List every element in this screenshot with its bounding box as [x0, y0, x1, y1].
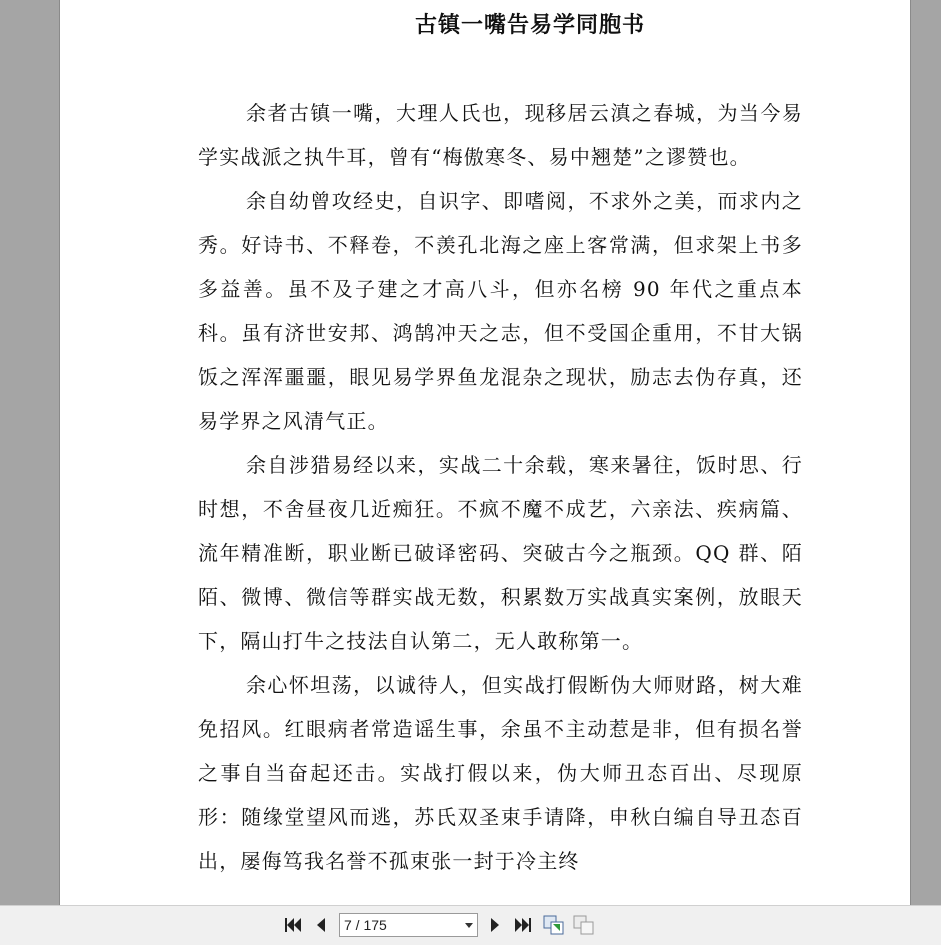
- next-page-icon: [488, 916, 502, 934]
- fit-page-button[interactable]: [543, 914, 565, 936]
- previous-page-icon: [314, 916, 328, 934]
- fit-width-icon: [573, 915, 595, 935]
- previous-page-button[interactable]: [310, 914, 332, 936]
- navigation-toolbar: [0, 905, 941, 945]
- first-page-button[interactable]: [282, 914, 304, 936]
- document-body: [198, 91, 803, 883]
- last-page-button[interactable]: [512, 914, 534, 936]
- paragraph-3: 余自涉猎易经以来，实战二十余载，寒来暑往，饭时思、行时想，不舍昼夜几近痴狂。不疯不魔不成艺，六亲法、疾病篇、流年精准断，职业断已破译密码、突破古今之瓶颈。QQ 群、陌陌、微博、微信等群实战无数，积累数万实战真实案例，放眼天下，隔山打牛之技法自认第二，无人敢称第一。: [198, 453, 803, 653]
- document-page: [59, 0, 911, 905]
- paragraph-1: 余者古镇一嘴，大理人氏也，现移居云滇之春城，为当今易学实战派之执牛耳，曾有“梅傲寒冬、易中翘楚”之谬赞也。: [198, 101, 803, 169]
- page-number-select[interactable]: [339, 913, 478, 937]
- chevron-down-icon: [465, 923, 473, 928]
- fit-page-icon: [543, 915, 565, 935]
- paragraph-4: 余心怀坦荡，以诚待人，但实战打假断伪大师财路，树大难免招风。红眼病者常造谣生事，余虽不主动惹是非，但有损名誉之事自当奋起还击。实战打假以来，伪大师丑态百出、尽现原形：随缘堂望风而逃，苏氏双圣束手请降，申秋白编自导丑态百出，屡侮笃我名誉不孤束张一封于冷主终: [198, 673, 803, 873]
- last-page-icon: [513, 916, 533, 934]
- first-page-icon: [283, 916, 303, 934]
- next-page-button[interactable]: [484, 914, 506, 936]
- page-title: 古镇一嘴告易学同胞书: [414, 12, 645, 38]
- fit-width-button[interactable]: [573, 914, 595, 936]
- page-indicator: 7 / 175: [344, 917, 387, 933]
- paragraph-2: 余自幼曾攻经史，自识字、即嗜阅，不求外之美，而求内之秀。好诗书、不释卷，不羡孔北海之座上客常满，但求架上书多多益善。虽不及子建之才高八斗，但亦名榜 90 年代之重点本科。虽有济世安邦、鸿鹄冲天之志，但不受国企重用，不甘大锅饭之浑浑噩噩，眼见易学界鱼龙混杂之现状，励志去伪存真，还易学界之风清气正。: [198, 189, 803, 433]
